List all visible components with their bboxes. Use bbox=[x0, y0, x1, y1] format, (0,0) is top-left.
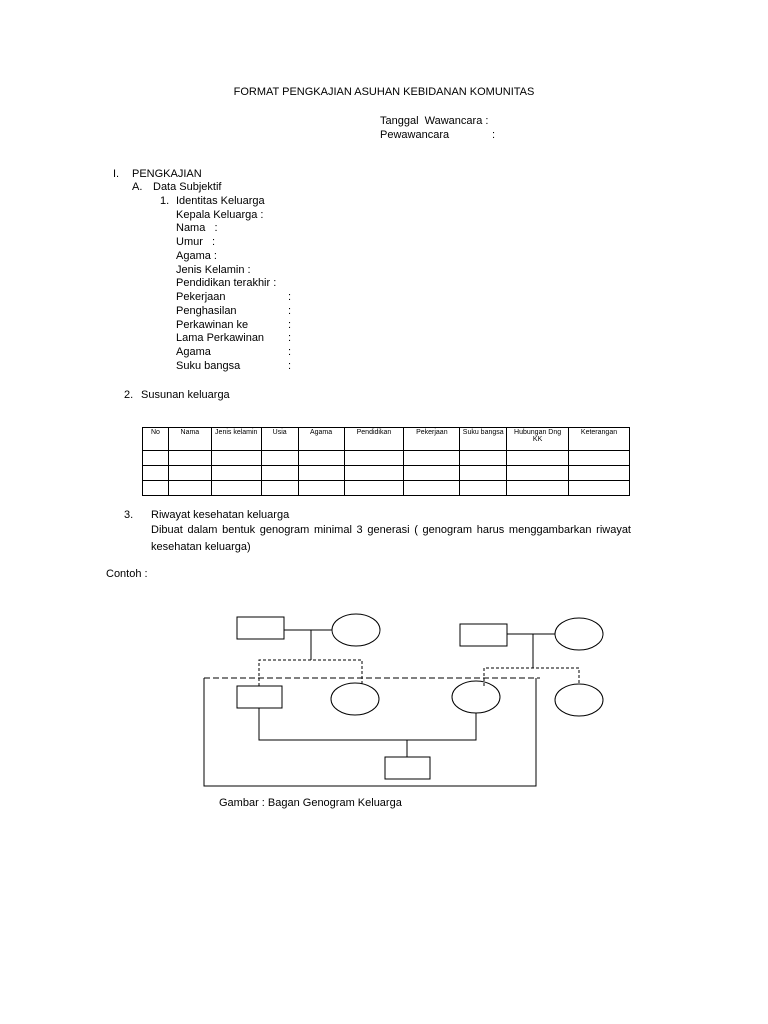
sibling-line bbox=[259, 660, 362, 686]
page-title: FORMAT PENGKAJIAN ASUHAN KEBIDANAN KOMUNITAS bbox=[233, 86, 535, 98]
household-boundary bbox=[204, 678, 536, 786]
grandfather-paternal-square bbox=[237, 617, 284, 639]
contoh-label: Contoh : bbox=[106, 568, 148, 580]
pewawancara-label: Pewawancara bbox=[380, 129, 450, 141]
item-2-label: Susunan keluarga bbox=[141, 389, 230, 401]
figure-caption: Gambar : Bagan Genogram Keluarga bbox=[219, 797, 402, 809]
grandmother-paternal-circle bbox=[332, 614, 380, 646]
field-lama-perkawinan-label: Lama Perkawinan bbox=[176, 332, 265, 344]
column-header: Hubungan Dng KK bbox=[507, 428, 569, 451]
tanggal-wawancara-label: Tanggal Wawancara : bbox=[380, 115, 489, 127]
grandmother-maternal-circle bbox=[555, 618, 603, 650]
field-penghasilan-colon: : bbox=[288, 305, 292, 317]
field-perkawinan-label: Perkawinan ke bbox=[176, 319, 249, 331]
child-square bbox=[385, 757, 430, 779]
section-a-label: Data Subjektif bbox=[153, 181, 222, 193]
column-header: Suku bangsa bbox=[460, 428, 507, 451]
section-1-number: I. bbox=[113, 168, 120, 180]
column-header: No bbox=[143, 428, 169, 451]
field-perkawinan-colon: : bbox=[288, 319, 292, 331]
item-3-description: Dibuat dalam bentuk genogram minimal 3 generasi ( genogram harus menggambarkan riwayat kesehatan keluarga) bbox=[151, 524, 631, 553]
field-agama-label: Agama bbox=[176, 346, 211, 358]
field-suku-bangsa-colon: : bbox=[288, 360, 292, 372]
section-a-number: A. bbox=[132, 181, 143, 193]
field-lama-perkawinan-colon: : bbox=[288, 332, 292, 344]
item-1-number: 1. bbox=[160, 195, 170, 207]
jenis-kelamin-label: Jenis Kelamin : bbox=[176, 264, 251, 276]
mother-circle bbox=[452, 681, 500, 713]
column-header: Nama bbox=[168, 428, 211, 451]
kepala-keluarga-label: Kepala Keluarga : bbox=[176, 209, 264, 221]
column-header: Pendidikan bbox=[344, 428, 404, 451]
sibling-line bbox=[484, 668, 579, 686]
item-2-number: 2. bbox=[124, 389, 134, 401]
item-3-number: 3. bbox=[124, 509, 134, 521]
nama-label: Nama : bbox=[176, 222, 218, 234]
column-header: Agama bbox=[298, 428, 344, 451]
field-suku-bangsa-label: Suku bangsa bbox=[176, 360, 241, 372]
pewawancara-colon: : bbox=[492, 129, 496, 141]
item-3-label: Riwayat kesehatan keluarga bbox=[151, 509, 290, 521]
column-header: Pekerjaan bbox=[404, 428, 460, 451]
column-header: Jenis kelamin bbox=[211, 428, 261, 451]
field-pekerjaan-colon: : bbox=[288, 291, 292, 303]
field-pekerjaan-label: Pekerjaan bbox=[176, 291, 226, 303]
agama-label: Agama : bbox=[176, 250, 217, 262]
item-1-label: Identitas Keluarga bbox=[176, 195, 265, 207]
field-penghasilan-label: Penghasilan bbox=[176, 305, 237, 317]
aunt-circle bbox=[331, 683, 379, 715]
column-header: Usia bbox=[261, 428, 298, 451]
father-square bbox=[237, 686, 282, 708]
column-header: Keterangan bbox=[569, 428, 630, 451]
field-agama-colon: : bbox=[288, 346, 292, 358]
maternal-aunt-circle bbox=[555, 684, 603, 716]
pendidikan-label: Pendidikan terakhir : bbox=[176, 277, 277, 289]
umur-label: Umur : bbox=[176, 236, 216, 248]
section-1-label: PENGKAJIAN bbox=[132, 168, 202, 180]
grandfather-maternal-square bbox=[460, 624, 507, 646]
